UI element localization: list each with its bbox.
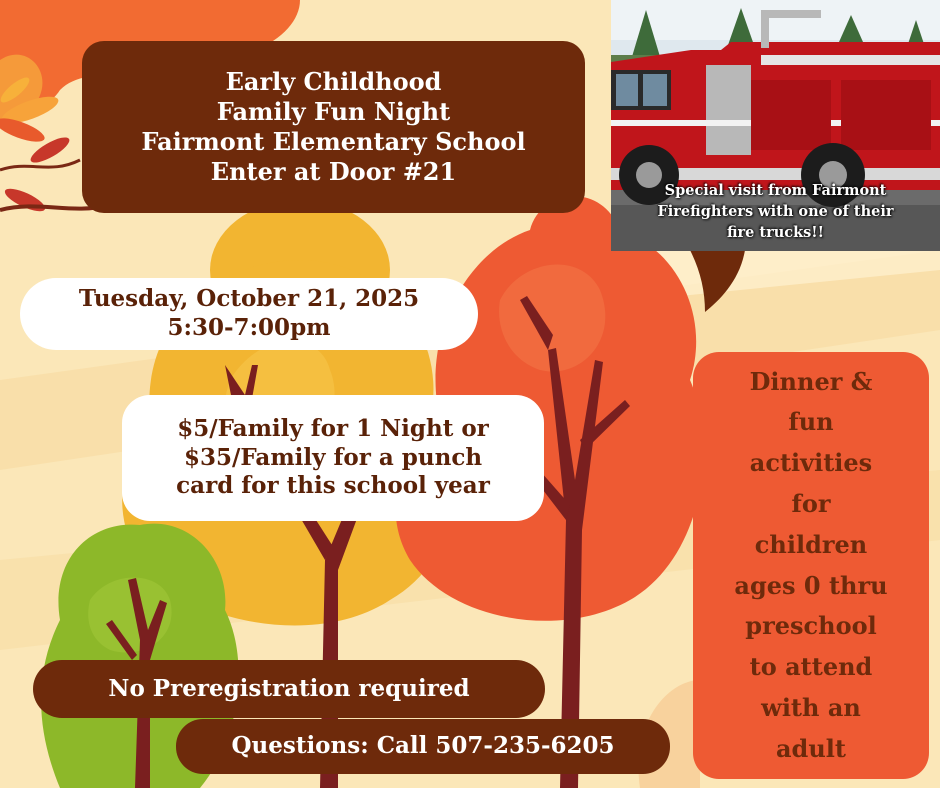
dinner-line: preschool: [745, 611, 877, 641]
price-line: $5/Family for 1 Night or: [177, 414, 489, 442]
photo-caption-line: Special visit from Fairmont: [664, 181, 887, 199]
price-box: [122, 395, 544, 521]
photo-caption-line: Firefighters with one of their: [657, 202, 894, 220]
questions-phone-text: Questions: Call 507-235-6205: [231, 732, 615, 760]
title-line: Early Childhood: [225, 67, 442, 96]
no-preregistration-text: No Preregistration required: [108, 674, 470, 702]
photo-caption-line: fire trucks!!: [726, 223, 825, 241]
event-time: 5:30-7:00pm: [167, 314, 331, 341]
dinner-line: to attend: [749, 652, 873, 682]
dinner-line: Dinner &: [749, 366, 873, 396]
dinner-line: activities: [749, 448, 873, 478]
questions-contact-box: [176, 719, 670, 774]
title-line: Family Fun Night: [216, 97, 451, 126]
dinner-activities-box: [693, 352, 929, 779]
event-date: Tuesday, October 21, 2025: [78, 285, 420, 313]
dinner-line: ages 0 thru: [734, 570, 888, 600]
event-title-box: [82, 41, 585, 213]
dinner-line: adult: [776, 733, 846, 763]
title-line: Enter at Door #21: [210, 157, 457, 186]
event-date-box: [20, 278, 478, 350]
dinner-line: fun: [788, 407, 834, 437]
no-preregistration-box: [33, 660, 545, 718]
title-line: Fairmont Elementary School: [141, 127, 526, 156]
price-line: $35/Family for a punch: [183, 443, 483, 471]
photo-caption: [611, 180, 940, 243]
dinner-line: children: [754, 529, 868, 559]
fire-truck-photo: [611, 0, 940, 251]
price-line: card for this school year: [176, 472, 490, 500]
dinner-line: with an: [761, 692, 861, 722]
dinner-line: for: [791, 488, 831, 518]
